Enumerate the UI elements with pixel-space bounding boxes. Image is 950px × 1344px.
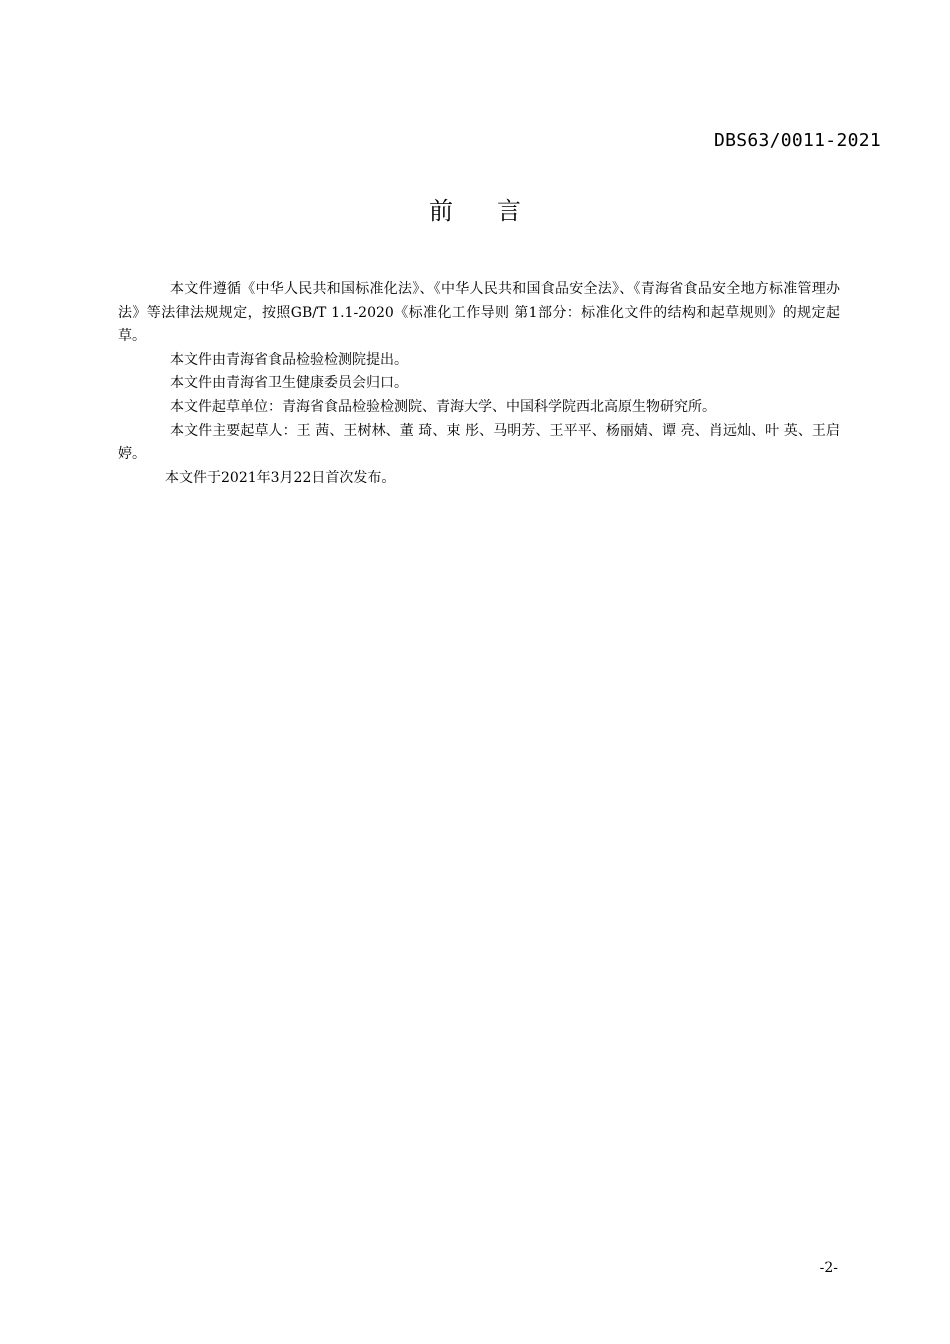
page-title: 前言 (429, 197, 565, 225)
paragraph-release-date: 本文件于2021年3月22日首次发布。 (165, 469, 396, 486)
page-number: -2- (819, 1260, 838, 1276)
paragraph-drafting-units: 本文件起草单位：青海省食品检验检测院、青海大学、中国科学院西北高原生物研究所。 (170, 398, 716, 415)
paragraph-compliance: 本文件遵循《中华人民共和国标准化法》、《中华人民共和国食品安全法》、《青海省食品安全地方标准管理办法》等法律法规规定，按照GB/T 1.1-2020《标准化工作导则 第1部分：标准化文件的结构和起草规则》的规定起草。 (118, 281, 840, 345)
paragraph-administrator: 本文件由青海省卫生健康委员会归口。 (170, 375, 408, 392)
preface-body (118, 278, 840, 490)
paragraph-proposer: 本文件由青海省食品检验检测院提出。 (170, 351, 408, 368)
document-code: DBS63/0011-2021 (713, 130, 881, 151)
paragraph-drafters: 本文件主要起草人：王 茜、王树林、董 琦、束 彤、马明芳、王平平、杨丽婧、谭 亮、肖远灿、叶 英、王启婷。 (118, 422, 840, 463)
